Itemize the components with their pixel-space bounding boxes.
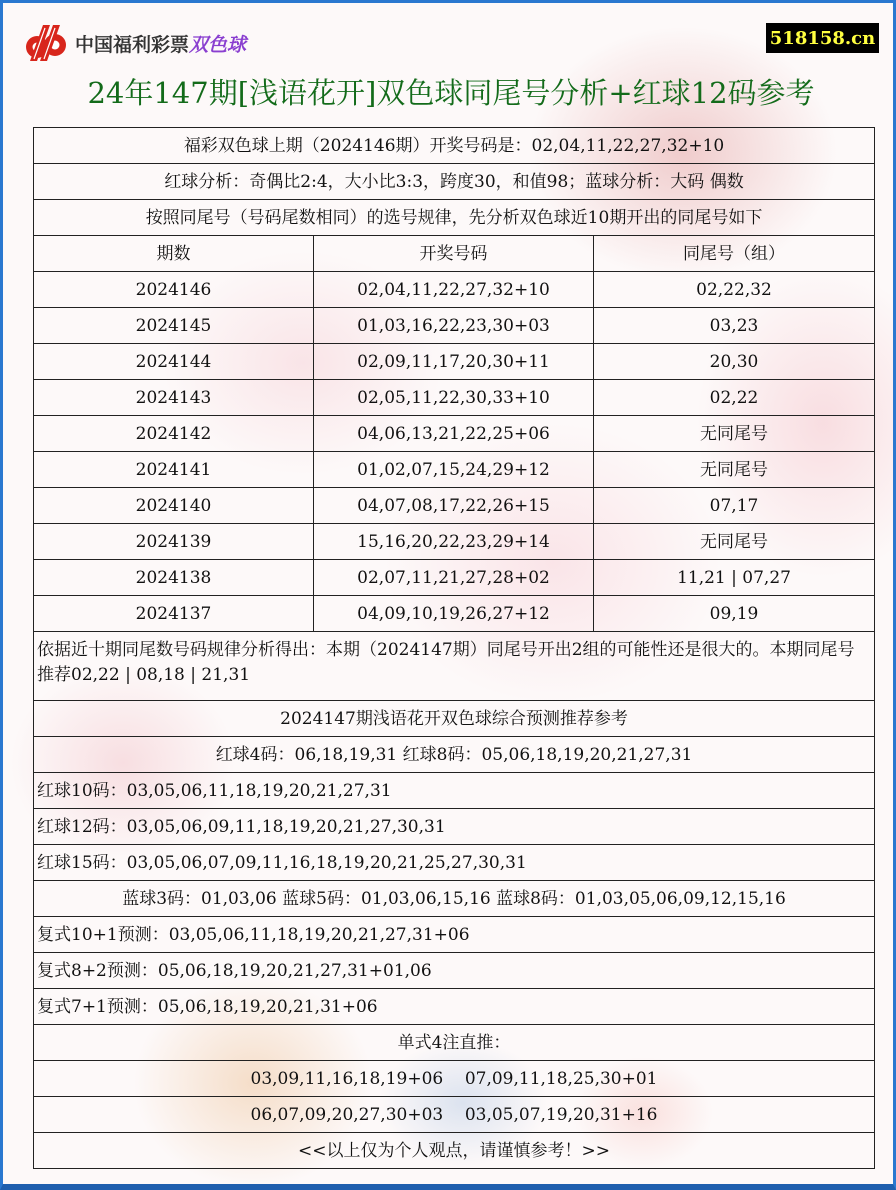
same-tail-cell: 20,30	[594, 344, 875, 380]
red-4-8-text: 红球4码：06,18,19,31 红球8码：05,06,18,19,20,21,27,31	[34, 737, 875, 773]
numbers-cell: 15,16,20,22,23,29+14	[314, 524, 594, 560]
same-tail-cell: 07,17	[594, 488, 875, 524]
single-row-1-text: 03,09,11,16,18,19+06 07,09,11,18,25,30+01	[34, 1061, 875, 1097]
issue-cell: 2024146	[34, 272, 314, 308]
header-issue: 期数	[34, 236, 314, 272]
fushi-7-1-row	[34, 989, 875, 1025]
same-tail-cell: 11,21 | 07,27	[594, 560, 875, 596]
numbers-cell: 04,09,10,19,26,27+12	[314, 596, 594, 632]
last-draw-row	[34, 128, 875, 164]
red-15-text: 红球15码：03,05,06,07,09,11,16,18,19,20,21,25,27,30,31	[34, 845, 875, 881]
red-12-text: 红球12码：03,05,06,09,11,18,19,20,21,27,30,31	[34, 809, 875, 845]
same-tail-cell: 09,19	[594, 596, 875, 632]
conclusion-row	[34, 632, 875, 701]
table-row	[34, 452, 875, 488]
analysis-text: 红球分析：奇偶比2:4，大小比3:3，跨度30，和值98；蓝球分析：大码 偶数	[34, 164, 875, 200]
blue-text: 蓝球3码：01,03,06 蓝球5码：01,03,06,15,16 蓝球8码：01,03,05,06,09,12,15,16	[34, 881, 875, 917]
red-10-row	[34, 773, 875, 809]
numbers-cell: 02,04,11,22,27,32+10	[314, 272, 594, 308]
disclaimer-row	[34, 1133, 875, 1169]
same-tail-cell: 无同尾号	[594, 416, 875, 452]
table-row	[34, 344, 875, 380]
numbers-cell: 01,02,07,15,24,29+12	[314, 452, 594, 488]
disclaimer-text: <<以上仅为个人观点，请谨慎参考！>>	[34, 1133, 875, 1169]
table-row	[34, 488, 875, 524]
fushi-10-1-text: 复式10+1预测：03,05,06,11,18,19,20,21,27,31+06	[34, 917, 875, 953]
issue-cell: 2024139	[34, 524, 314, 560]
issue-cell: 2024145	[34, 308, 314, 344]
prediction-heading: 2024147期浅语花开双色球综合预测推荐参考	[34, 701, 875, 737]
table-row	[34, 596, 875, 632]
single-heading-row	[34, 1025, 875, 1061]
numbers-cell: 02,07,11,21,27,28+02	[314, 560, 594, 596]
numbers-cell: 01,03,16,22,23,30+03	[314, 308, 594, 344]
same-tail-cell: 无同尾号	[594, 452, 875, 488]
cwl-logo-icon	[23, 23, 69, 63]
intro-text: 按照同尾号（号码尾数相同）的选号规律，先分析双色球近10期开出的同尾号如下	[34, 200, 875, 236]
same-tail-cell: 02,22,32	[594, 272, 875, 308]
red-12-row	[34, 809, 875, 845]
page-title: 24年147期[浅语花开]双色球同尾号分析+红球12码参考	[87, 76, 815, 110]
same-tail-cell: 02,22	[594, 380, 875, 416]
analysis-table	[33, 127, 875, 1169]
blue-row	[34, 881, 875, 917]
fushi-7-1-text: 复式7+1预测：05,06,18,19,20,21,31+06	[34, 989, 875, 1025]
issue-cell: 2024142	[34, 416, 314, 452]
issue-cell: 2024144	[34, 344, 314, 380]
same-tail-cell: 03,23	[594, 308, 875, 344]
analysis-row	[34, 164, 875, 200]
conclusion-text: 依据近十期同尾数号码规律分析得出：本期（2024147期）同尾号开出2组的可能性还是很大的。本期同尾号推荐02,22 | 08,18 | 21,31	[34, 632, 875, 701]
header-same-tail: 同尾号（组）	[594, 236, 875, 272]
intro-row	[34, 200, 875, 236]
numbers-cell: 04,07,08,17,22,26+15	[314, 488, 594, 524]
fushi-8-2-row	[34, 953, 875, 989]
prediction-heading-row	[34, 701, 875, 737]
table-row	[34, 272, 875, 308]
lottery-logo	[23, 23, 246, 63]
numbers-cell: 04,06,13,21,22,25+06	[314, 416, 594, 452]
issue-cell: 2024140	[34, 488, 314, 524]
issue-cell: 2024143	[34, 380, 314, 416]
table-row	[34, 380, 875, 416]
logo-text: 中国福利彩票双色球	[75, 33, 247, 56]
table-row	[34, 524, 875, 560]
red-4-8-row	[34, 737, 875, 773]
same-tail-cell: 无同尾号	[594, 524, 875, 560]
single-row-2	[34, 1097, 875, 1133]
site-badge[interactable]: 518158.cn	[766, 23, 879, 53]
issue-cell: 2024141	[34, 452, 314, 488]
logo-accent: 双色球	[189, 33, 247, 56]
fushi-8-2-text: 复式8+2预测：05,06,18,19,20,21,27,31+01,06	[34, 953, 875, 989]
single-row-1	[34, 1061, 875, 1097]
fushi-10-1-row	[34, 917, 875, 953]
red-10-text: 红球10码：03,05,06,11,18,19,20,21,27,31	[34, 773, 875, 809]
issue-cell: 2024138	[34, 560, 314, 596]
table-row	[34, 308, 875, 344]
table-header-row	[34, 236, 875, 272]
red-15-row	[34, 845, 875, 881]
numbers-cell: 02,09,11,17,20,30+11	[314, 344, 594, 380]
single-row-2-text: 06,07,09,20,27,30+03 03,05,07,19,20,31+16	[34, 1097, 875, 1133]
table-row	[34, 416, 875, 452]
table-row	[34, 560, 875, 596]
numbers-cell: 02,05,11,22,30,33+10	[314, 380, 594, 416]
header-numbers: 开奖号码	[314, 236, 594, 272]
single-heading: 单式4注直推：	[34, 1025, 875, 1061]
issue-cell: 2024137	[34, 596, 314, 632]
last-draw-text: 福彩双色球上期（2024146期）开奖号码是：02,04,11,22,27,32+10	[34, 128, 875, 164]
